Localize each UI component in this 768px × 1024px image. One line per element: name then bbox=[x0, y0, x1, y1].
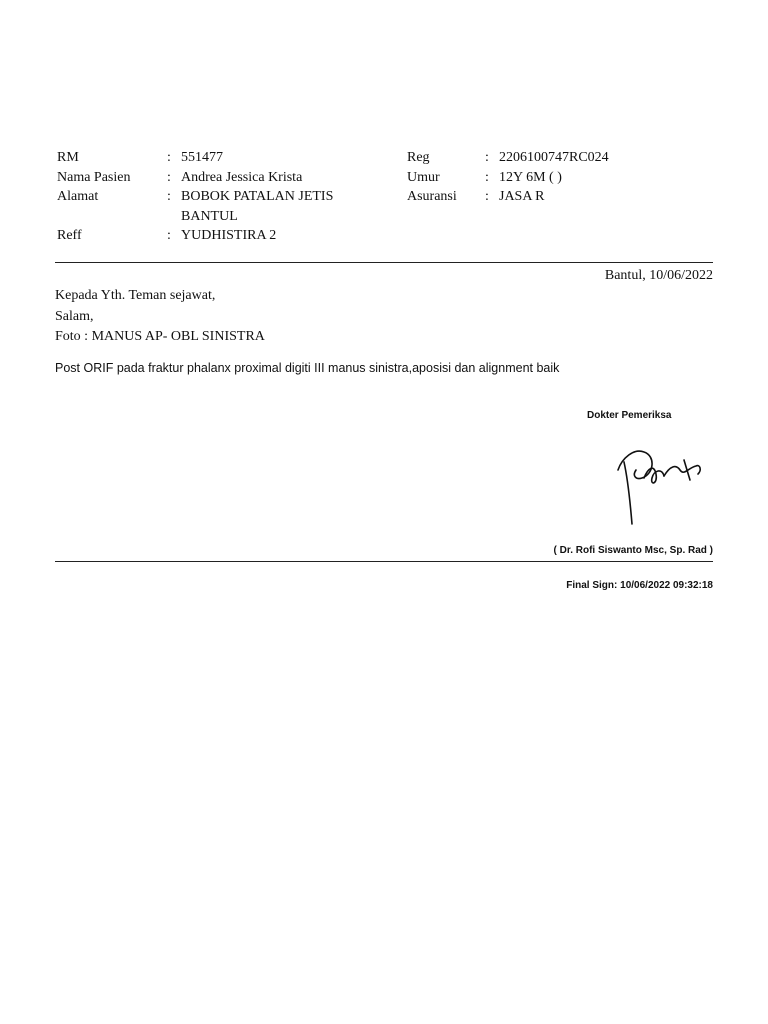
letter-greeting bbox=[55, 286, 265, 348]
colon: : bbox=[485, 169, 489, 185]
colon: : bbox=[167, 228, 171, 243]
address-label: Alamat bbox=[57, 189, 99, 204]
rm-row bbox=[57, 148, 387, 168]
finding-text: Post ORIF pada fraktur phalanx proximal digiti III manus sinistra,aposisi dan alignment baik bbox=[55, 361, 560, 375]
colon: : bbox=[167, 189, 171, 204]
letter-date: Bantul, 10/06/2022 bbox=[604, 268, 713, 283]
reg-row bbox=[407, 148, 717, 168]
reg-label: Reg bbox=[407, 150, 430, 165]
final-sign-timestamp: Final Sign: 10/06/2022 09:32:18 bbox=[566, 580, 713, 591]
reff-value: YUDHISTIRA 2 bbox=[181, 228, 277, 243]
divider-bottom bbox=[55, 561, 713, 562]
age-label: Umur bbox=[407, 169, 440, 185]
name-row bbox=[57, 168, 387, 188]
address-value bbox=[181, 187, 387, 226]
rm-value: 551477 bbox=[181, 150, 223, 165]
colon: : bbox=[167, 169, 171, 185]
reff-label: Reff bbox=[57, 228, 82, 243]
address-line-1: BOBOK PATALAN JETIS bbox=[181, 189, 334, 204]
insurance-row bbox=[407, 187, 717, 207]
divider-top bbox=[55, 262, 713, 263]
doctor-label: Dokter Pemeriksa bbox=[587, 410, 672, 421]
address-row bbox=[57, 187, 387, 226]
age-value: 12Y 6M ( ) bbox=[499, 169, 562, 185]
colon: : bbox=[167, 150, 171, 165]
insurance-label: Asuransi bbox=[407, 189, 457, 204]
rm-label: RM bbox=[57, 150, 79, 165]
address-line-2: BANTUL bbox=[181, 208, 238, 224]
handwritten-signature bbox=[604, 440, 714, 530]
colon: : bbox=[485, 150, 489, 165]
reff-row bbox=[57, 226, 387, 246]
insurance-value: JASA R bbox=[499, 189, 545, 204]
doctor-name: ( Dr. Rofi Siswanto Msc, Sp. Rad ) bbox=[553, 545, 713, 556]
patient-info-left bbox=[57, 148, 387, 246]
greeting-line: Kepada Yth. Teman sejawat, bbox=[55, 288, 216, 303]
photo-line: Foto : MANUS AP- OBL SINISTRA bbox=[55, 329, 265, 344]
salutation-line: Salam, bbox=[55, 308, 94, 324]
patient-info-right bbox=[407, 148, 717, 207]
colon: : bbox=[485, 189, 489, 204]
name-label: Nama Pasien bbox=[57, 169, 131, 185]
age-row bbox=[407, 168, 717, 188]
reg-value: 2206100747RC024 bbox=[499, 150, 609, 165]
name-value: Andrea Jessica Krista bbox=[181, 169, 303, 185]
